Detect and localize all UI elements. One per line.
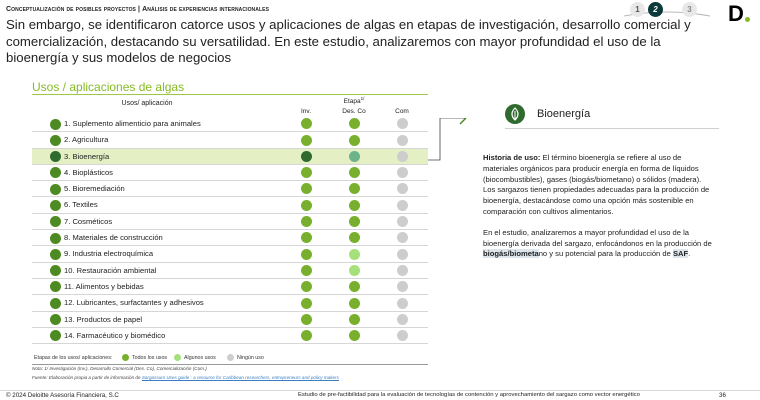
stage-des-dot [349, 167, 360, 178]
stage-inv-dot [301, 298, 312, 309]
row-label: 6. Textiles [64, 200, 98, 210]
table-row[interactable] [32, 181, 428, 197]
stage-inv-dot [301, 249, 312, 260]
use-category-icon [50, 135, 61, 146]
breadcrumb-separator: | [138, 6, 143, 13]
bio-study-mid: no y su potencial para la producción de [538, 249, 673, 259]
stage-com-dot [397, 183, 408, 194]
bio-study-saf: SAF [672, 249, 689, 259]
stage-inv-dot [301, 265, 312, 276]
table-row[interactable] [32, 165, 428, 181]
bio-title: Bioenergía [537, 108, 591, 120]
header-stage-footnote: 1/ [360, 96, 365, 101]
stage-com-dot [397, 249, 408, 260]
stage-com-dot [397, 200, 408, 211]
row-label: 11. Alimentos y bebidas [64, 281, 144, 291]
use-category-icon [50, 233, 61, 244]
stage-com-dot [397, 314, 408, 325]
page-number: 36 [719, 392, 726, 399]
use-category-icon [50, 281, 61, 292]
step-2-current[interactable]: 2 [648, 2, 663, 17]
stage-com-dot [397, 232, 408, 243]
legend-none-icon [227, 354, 234, 361]
header-com: Com [395, 108, 409, 115]
use-category-icon [50, 167, 61, 178]
stage-com-dot [397, 298, 408, 309]
header-des-co: Des. Co [342, 108, 366, 115]
use-category-icon [50, 298, 61, 309]
use-category-icon [50, 249, 61, 260]
row-label: 14. Farmacéutico y biomédico [64, 330, 166, 340]
row-label: 2. Agricultura [64, 135, 109, 145]
uses-table [32, 96, 428, 344]
stage-des-dot [349, 314, 360, 325]
deloitte-logo: D [728, 1, 744, 26]
legend-all: Todos los usos [132, 355, 168, 361]
stage-com-dot [397, 330, 408, 341]
stage-com-dot [397, 216, 408, 227]
breadcrumb-part1: Conceptualización de posibles proyectos [6, 6, 136, 13]
bio-history [483, 153, 715, 218]
use-category-icon [50, 151, 61, 162]
table-row[interactable] [32, 312, 428, 328]
source-link[interactable]: Sargassum Uses guide : a resource for Caribbean researchers, entrepreneurs and policy makers [141, 375, 339, 380]
table-row[interactable] [32, 263, 428, 279]
table-row[interactable] [32, 116, 428, 132]
stage-inv-dot [301, 135, 312, 146]
stage-inv-dot [301, 281, 312, 292]
table-row[interactable] [32, 149, 428, 165]
stage-inv-dot [301, 118, 312, 129]
bio-divider [505, 128, 719, 129]
section-title: Usos / aplicaciones de algas [32, 80, 185, 94]
table-row[interactable] [32, 197, 428, 213]
bio-history-text: El término bioenergía se refiere al uso de materiales orgánicos para producir energía en forma de líquidos (biocombustibles), gases (biogás/biometano) o sólidos (madera). Los sargazos tienen propiedades adecuadas para la producción de bioenergía, destacándose como una opción más sostenible en comparación con cultivos alimentarios. [483, 153, 710, 216]
stage-des-dot [349, 232, 360, 243]
stage-inv-dot [301, 183, 312, 194]
row-label: 4. Bioplásticos [64, 167, 113, 177]
use-category-icon [50, 119, 61, 130]
stage-com-dot [397, 151, 408, 162]
stage-com-dot [397, 281, 408, 292]
bio-study-end: . [688, 249, 691, 259]
stage-inv-dot [301, 167, 312, 178]
use-category-icon [50, 330, 61, 341]
stage-des-dot [349, 151, 360, 162]
legend-title: Etapas de los usos/ aplicaciones: [34, 355, 113, 361]
stage-com-dot [397, 135, 408, 146]
stage-des-dot [349, 249, 360, 260]
table-body [32, 116, 428, 344]
bio-description [483, 153, 715, 260]
table-note: Nota: 1/ Investigación (Inv.), Desarrollo Comercial (Des. Co), Comercialización (Com.) [32, 366, 207, 371]
stage-des-dot [349, 281, 360, 292]
footer-divider [0, 390, 760, 391]
use-category-icon [50, 314, 61, 325]
footer-study-title: Estudio de pre-factibilidad para la evaluación de tecnologías de contención y aprovechamiento del sargazo como vector energético [298, 392, 640, 398]
stage-com-dot [397, 265, 408, 276]
stage-inv-dot [301, 232, 312, 243]
table-row[interactable] [32, 132, 428, 148]
legend-some: Algunos usos [184, 355, 216, 361]
stage-des-dot [349, 330, 360, 341]
stage-inv-dot [301, 330, 312, 341]
stage-des-dot [349, 200, 360, 211]
stage-inv-dot [301, 216, 312, 227]
stage-inv-dot [301, 151, 312, 162]
row-label: 9. Industria electroquímica [64, 249, 154, 259]
breadcrumb [6, 6, 269, 13]
use-category-icon [50, 265, 61, 276]
breadcrumb-part2: Análisis de experiencias internacionales [142, 6, 270, 13]
source-line [32, 375, 339, 380]
section-divider [32, 94, 428, 95]
footer-copyright: © 2024 Deloitte Asesoría Financiera, S.C [6, 392, 119, 399]
step-3[interactable]: 3 [682, 2, 697, 17]
logo-dot-icon [745, 17, 750, 22]
bioenergy-icon [505, 104, 525, 124]
header-inv: Inv. [301, 108, 311, 115]
use-category-icon [50, 200, 61, 211]
bio-study-biogas: biogás/biometa [483, 249, 539, 259]
stage-des-dot [349, 265, 360, 276]
stage-inv-dot [301, 314, 312, 325]
row-label: 7. Cosméticos [64, 216, 113, 226]
source-prefix: Fuente: Elaboración propia a partir de información de [32, 375, 141, 380]
intro-paragraph: Sin embargo, se identificaron catorce usos y aplicaciones de algas en etapas de investigación, desarrollo comercial y comercialización, destacando su versatilidad. En este estudio, analizaremos con mayor profundidad el uso de la bioenergía y sus modelos de negocios [6, 17, 691, 65]
stage-des-dot [349, 135, 360, 146]
use-category-icon [50, 184, 61, 195]
row-label: 10. Restauración ambiental [64, 265, 157, 275]
bio-study [483, 228, 715, 260]
notes-divider [32, 364, 428, 365]
table-header [32, 96, 428, 116]
row-label: 8. Materiales de construcción [64, 233, 163, 243]
stage-com-dot [397, 167, 408, 178]
bio-history-label: Historia de uso: [483, 153, 541, 162]
stage-des-dot [349, 216, 360, 227]
table-row[interactable] [32, 328, 428, 344]
stage-des-dot [349, 118, 360, 129]
legend-all-icon [122, 354, 129, 361]
table-row[interactable] [32, 214, 428, 230]
legend-some-icon [174, 354, 181, 361]
header-application: Usos/ aplicación [121, 100, 173, 107]
row-label: 13. Productos de papel [64, 314, 143, 324]
header-stage [338, 96, 370, 105]
connector-lines-icon [428, 118, 468, 168]
row-label: 12. Lubricantes, surfactantes y adhesivos [64, 298, 204, 308]
table-row[interactable] [32, 279, 428, 295]
bio-study-pre: En el estudio, analizaremos a mayor profundidad el uso de la bioenergía derivada del sargazo, enfocándonos en la producción de [483, 227, 712, 248]
header-stage-label: Etapa [343, 98, 361, 106]
row-label: 5. Bioremediación [64, 184, 125, 194]
row-label: 3. Bioenergía [64, 151, 110, 161]
table-row[interactable] [32, 295, 428, 311]
step-1[interactable]: 1 [630, 2, 645, 17]
stage-des-dot [349, 183, 360, 194]
row-label: 1. Suplemento alimenticio para animales [64, 119, 201, 128]
stage-des-dot [349, 298, 360, 309]
table-row[interactable] [32, 246, 428, 262]
use-category-icon [50, 216, 61, 227]
stage-com-dot [397, 118, 408, 129]
legend-none: Ningún uso [237, 355, 264, 361]
stage-inv-dot [301, 200, 312, 211]
table-row[interactable] [32, 230, 428, 246]
